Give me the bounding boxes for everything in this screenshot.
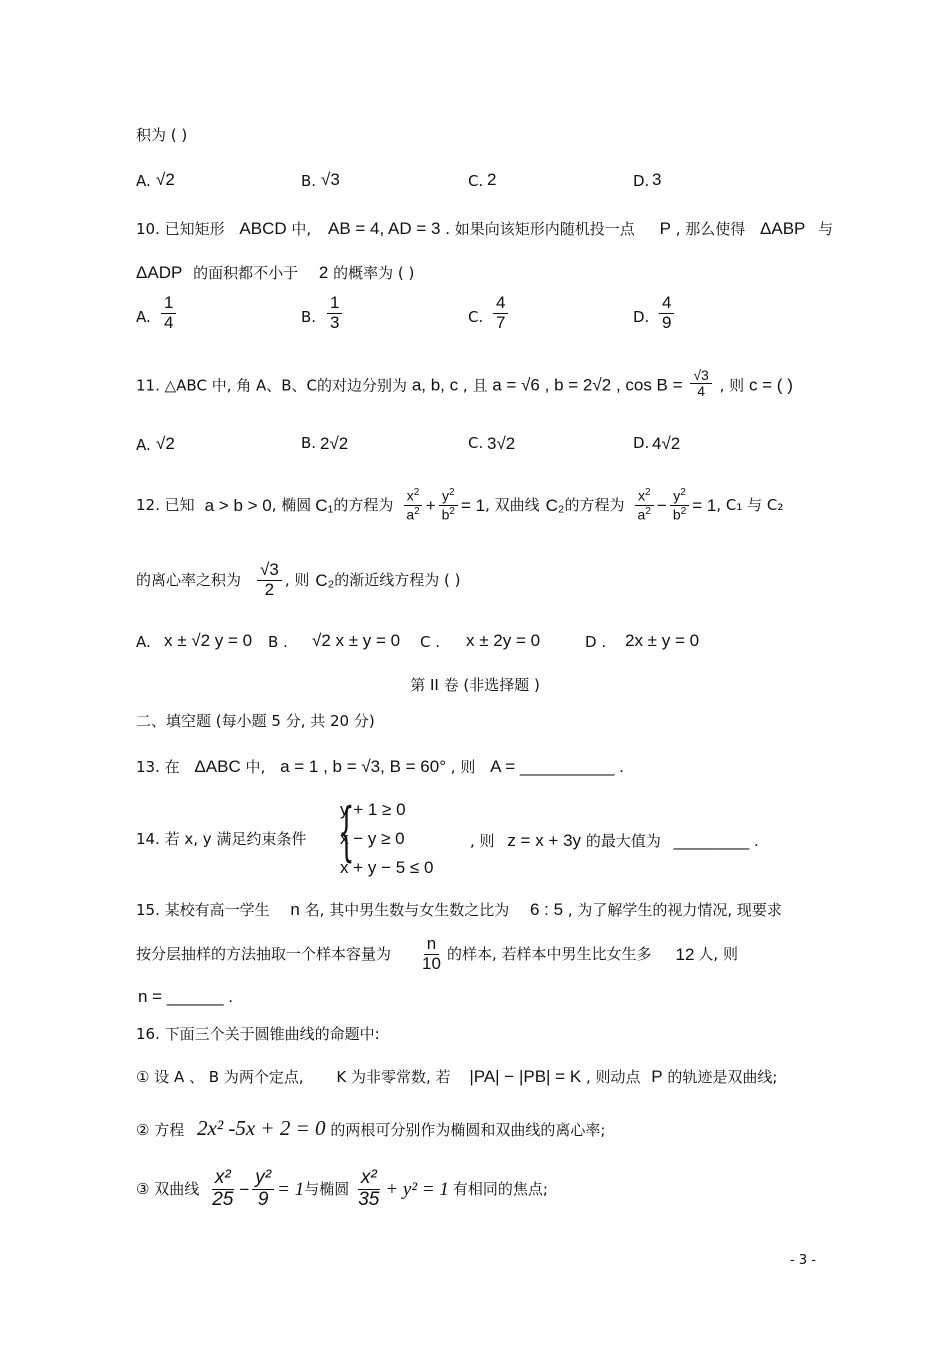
q14-constraint-2: x − y ≥ 0	[340, 829, 405, 848]
q10-number-text: 10. 已知矩形	[136, 220, 225, 238]
q13-answer-blank: A = __________ .	[490, 757, 624, 776]
ellipse-y-term	[439, 487, 458, 522]
q10-text-3: , 那么使得	[675, 220, 746, 238]
q10-option-b-fraction	[327, 294, 342, 332]
q12-text-9: 的渐近线方程为 ( )	[334, 570, 461, 589]
q16-p3-text-2: 与椭圆	[304, 1179, 350, 1198]
numerator: n	[424, 935, 439, 955]
q11-text-3: , 则	[719, 376, 745, 395]
denominator: 3	[330, 312, 340, 332]
denominator: 4	[697, 383, 705, 400]
q13-text: 13. 在	[136, 758, 180, 776]
q12-option-c-value: x ± 2y = 0	[466, 631, 541, 650]
q15-text-5: 的样本, 若样本中男生比女生多	[446, 944, 652, 963]
q14-constraint-3: x + y − 5 ≤ 0	[340, 858, 434, 877]
q16-proposition-1	[136, 1068, 777, 1085]
q11-a-value: a = √6	[492, 375, 540, 395]
numerator: 1	[327, 294, 342, 314]
q12-c2-again: C₂	[315, 570, 335, 590]
q12-option-d-label: D .	[585, 633, 607, 651]
denominator: $b^2$	[672, 505, 687, 523]
q12-stem-line-1	[136, 480, 783, 530]
q12-option-b-value: √2 x ± y = 0	[312, 631, 401, 650]
q15-text-2: 名, 其中男生数与女生数之比为	[304, 901, 510, 919]
q13-triangle: ΔABC	[194, 757, 241, 776]
numerator: x²	[358, 1168, 380, 1190]
numerator: $y^2$	[439, 487, 458, 505]
denominator: 10	[422, 953, 441, 973]
q10-option-a-fraction	[161, 294, 176, 332]
q13-text-3: , 则	[450, 758, 476, 776]
numerator: 1	[161, 294, 176, 314]
q16-p1-point: P	[651, 1067, 663, 1086]
q14-tail	[470, 832, 759, 849]
q11-stem	[136, 367, 793, 402]
hyperbola-y-term	[670, 487, 689, 522]
ellipse-x-fraction	[355, 1168, 382, 1211]
q15-answer-blank: n = ______ .	[138, 987, 234, 1006]
q14-answer-blank: ________ .	[673, 831, 759, 850]
q11-option-c-value: 3√2	[487, 434, 516, 453]
q12-ecc-fraction	[257, 561, 282, 599]
q16-p2-text: ② 方程	[136, 1121, 185, 1139]
hyperbola-x-fraction	[209, 1168, 236, 1211]
q10-option-c-fraction	[493, 294, 508, 332]
q16-p1-text-4: 的轨迹是双曲线;	[667, 1068, 778, 1086]
q9-option-a-value: √2	[156, 170, 175, 189]
q15-ratio: 6 : 5	[529, 900, 564, 919]
denominator: $b^2$	[441, 505, 455, 523]
denominator: $a^2$	[406, 505, 420, 523]
q12-stem-line-2	[136, 555, 461, 605]
denominator: 4	[164, 312, 174, 332]
q12-text-6: , C₁ 与 C₂	[716, 495, 784, 514]
q11-option-b-value: 2√2	[320, 434, 349, 453]
q12-c2: C₂	[545, 495, 565, 515]
q9-option-c-label: C.	[468, 172, 484, 190]
q9-option-b-label: B.	[301, 172, 317, 190]
hyperbola-rhs: = 1	[277, 1178, 305, 1200]
q10-area-value: 2	[318, 263, 329, 282]
q10-text-4: 与	[818, 220, 834, 238]
q12-condition: a > b > 0	[204, 495, 272, 515]
q11-cos-fraction	[690, 368, 711, 400]
q16-p3-text: ③ 双曲线	[136, 1179, 200, 1198]
q11-question: c = ( )	[748, 375, 793, 395]
q12-option-a-label: A.	[136, 633, 151, 651]
denominator: 35	[358, 1188, 380, 1210]
q12-option-c-label: C .	[420, 633, 441, 651]
denominator: 2	[264, 579, 275, 599]
q11-option-b-label: B.	[301, 434, 317, 452]
q16-p3-text-3: 有相同的焦点;	[452, 1179, 548, 1198]
q15-text-6: 人, 则	[698, 944, 738, 963]
q16-proposition-2	[136, 1118, 605, 1139]
q9-stem-continuation: 积为 ( )	[136, 126, 188, 144]
q10-text-6: 的概率为 ( )	[333, 264, 415, 282]
numerator: 4	[493, 294, 508, 314]
q16-p2-text-2: 的两根可分别作为椭圆和双曲线的离心率;	[330, 1121, 606, 1139]
q10-point: P	[659, 219, 671, 238]
q11-option-a-value: √2	[156, 434, 175, 453]
denominator: 9	[662, 312, 672, 332]
q10-line-1	[136, 220, 833, 237]
q10-option-a-label: A.	[136, 308, 151, 326]
q15-text-3: , 为了解学生的视力情况, 现要求	[567, 901, 782, 919]
q11-option-c-label: C.	[468, 434, 484, 452]
hyperbola-eq-rhs: = 1	[692, 495, 717, 515]
q12-option-a-value: x ± √2 y = 0	[164, 631, 253, 650]
ellipse-rest: + y² = 1	[385, 1178, 449, 1200]
q16-p1-text-2: K 为非零常数, 若	[336, 1068, 451, 1086]
q12-text: 12. 已知	[136, 495, 195, 514]
q14-brace: {	[338, 795, 355, 869]
q15-text: 15. 某校有高一学生	[136, 901, 270, 919]
q11-cosb: , cos B =	[615, 375, 683, 395]
q9-option-d-value: 3	[652, 170, 662, 189]
q15-line-2	[136, 932, 738, 976]
hyperbola-y-fraction	[252, 1168, 274, 1211]
q10-option-b-label: B.	[301, 308, 317, 326]
plus-sign: +	[425, 495, 436, 515]
section-fill-in-heading: 二、填空题 (每小题 5 分, 共 20 分)	[136, 712, 375, 730]
q12-text-4: , 双曲线	[485, 495, 540, 514]
denominator: $a^2$	[637, 505, 651, 523]
q10-option-c-label: C.	[468, 308, 484, 326]
denominator: 25	[212, 1188, 234, 1210]
q10-option-d-fraction	[659, 294, 674, 332]
q10-text: 中,	[291, 220, 312, 238]
q10-rect: ABCD	[239, 219, 287, 238]
ellipse-x-term	[403, 487, 422, 522]
q10-sides: AB = 4, AD = 3	[327, 219, 441, 238]
numerator: $y^2$	[670, 487, 689, 505]
ellipse-eq-rhs: = 1	[460, 495, 486, 515]
q15-line-1	[136, 901, 782, 918]
q14-text: 14. 若 x, y 满足约束条件	[136, 830, 307, 848]
q15-sample-fraction	[419, 935, 444, 973]
q16-title: 16. 下面三个关于圆锥曲线的命题中:	[136, 1025, 380, 1043]
section-ii-title: 第 II 卷 (非选择题 )	[410, 676, 540, 694]
q11-option-d-label: D.	[633, 434, 650, 452]
q16-p1-text: ① 设 A 、 B 为两个定点,	[136, 1068, 304, 1086]
q15-n: n	[290, 900, 300, 919]
q11-b-value: , b = 2√2	[544, 375, 612, 395]
minus-sign: −	[239, 1179, 250, 1199]
q9-option-d-label: D.	[633, 172, 650, 190]
q10-option-d-label: D.	[633, 308, 650, 326]
q13-text-2: 中,	[245, 758, 266, 776]
q14-text-3: 的最大值为	[585, 832, 661, 850]
numerator: $x^2$	[404, 487, 423, 505]
numerator: x²	[212, 1168, 234, 1190]
q14-constraint-1: y + 1 ≥ 0	[340, 800, 406, 819]
q12-text-7: 的离心率之积为	[136, 570, 242, 589]
numerator: √3	[257, 561, 282, 581]
q15-text-4: 按分层抽样的方法抽取一个样本容量为	[136, 944, 392, 963]
q11-text-2: , 且	[462, 376, 488, 395]
q12-text-3: 的方程为	[333, 495, 394, 514]
q11-text: 11. △ABC 中, 角 A、B、C的对边分别为	[136, 376, 408, 395]
hyperbola-x-term	[635, 487, 654, 522]
q14-objective: z = x + 3y	[507, 831, 582, 850]
page-number: - 3 -	[790, 1253, 816, 1268]
q10-triangle-abp: ΔABP	[760, 219, 806, 238]
q10-line-2	[136, 264, 414, 281]
denominator: 7	[496, 312, 506, 332]
q11-option-d-value: 4√2	[652, 434, 681, 453]
q9-option-b-value: √3	[321, 170, 340, 189]
q10-triangle-adp: ΔADP	[136, 263, 183, 282]
numerator: √3	[690, 368, 711, 384]
q12-c1: C₁	[315, 495, 334, 515]
q15-diff: 12	[675, 944, 695, 964]
q10-text-2: . 如果向该矩形内随机投一点	[445, 220, 635, 238]
denominator: 9	[257, 1188, 269, 1210]
q12-text-5: 的方程为	[564, 495, 625, 514]
q12-option-b-label: B .	[268, 633, 288, 651]
numerator: y²	[252, 1168, 274, 1190]
q13-givens: a = 1 , b = √3, B = 60°	[280, 757, 446, 776]
q10-text-5: 的面积都不小于	[193, 264, 299, 282]
q9-option-a-label: A.	[136, 172, 151, 190]
q9-option-c-value: 2	[487, 170, 497, 189]
numerator: 4	[659, 294, 674, 314]
q14-text-2: , 则	[470, 832, 495, 850]
q11-option-a-label: A.	[136, 436, 151, 454]
q16-p1-condition: |PA| − |PB| = K	[469, 1067, 582, 1086]
q13	[136, 758, 624, 775]
numerator: $x^2$	[635, 487, 654, 505]
minus-sign: −	[656, 495, 667, 515]
q12-text-8: , 则	[284, 570, 310, 589]
q11-sides: a, b, c	[411, 375, 459, 395]
q12-option-d-value: 2x ± y = 0	[625, 631, 700, 650]
q16-p2-equation: 2x² -5x + 2 = 0	[197, 1116, 326, 1140]
q12-text-2: , 椭圆	[271, 495, 312, 514]
q16-proposition-3	[136, 1162, 548, 1216]
q16-p1-text-3: , 则动点	[585, 1068, 641, 1086]
